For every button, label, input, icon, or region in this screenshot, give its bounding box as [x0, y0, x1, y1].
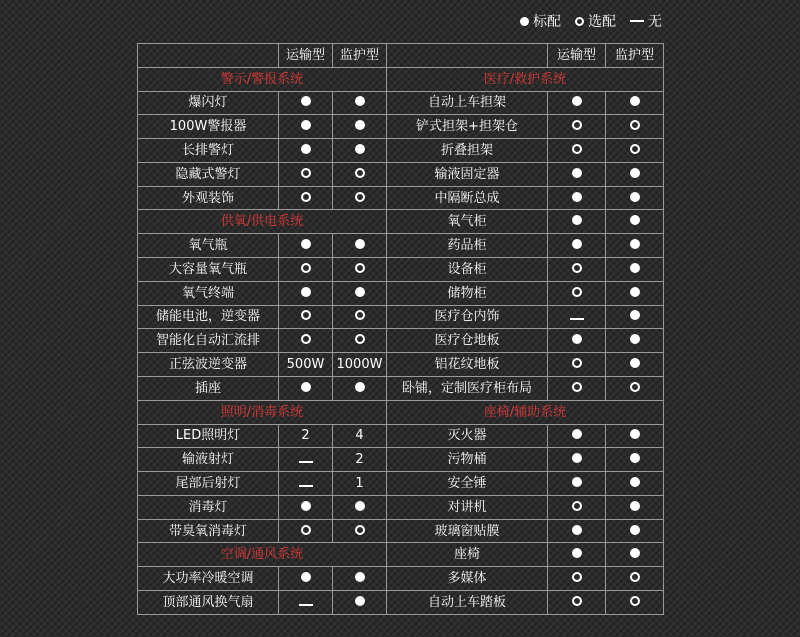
- standard-dot-icon: [355, 572, 365, 582]
- right-monitor-mark: [606, 519, 664, 543]
- left-item-name: 氧气瓶: [138, 234, 279, 258]
- right-item-name: 污物桶: [387, 448, 548, 472]
- standard-dot-icon: [301, 572, 311, 582]
- right-transport-mark: [548, 376, 606, 400]
- left-item-name: 隐藏式警灯: [138, 162, 279, 186]
- none-dash-icon: [570, 318, 584, 320]
- standard-dot-icon: [355, 239, 365, 249]
- left-monitor-mark: [333, 186, 387, 210]
- left-item-name: 插座: [138, 376, 279, 400]
- right-item-name: 灭火器: [387, 424, 548, 448]
- standard-dot-icon: [630, 168, 640, 178]
- right-monitor-mark: [606, 329, 664, 353]
- left-section-title: 照明/消毒系统: [138, 400, 387, 424]
- spec-table: [137, 43, 664, 615]
- table-row: [138, 472, 664, 496]
- table-row: [138, 186, 664, 210]
- optional-circle-icon: [301, 310, 311, 320]
- right-monitor-mark: [606, 258, 664, 282]
- right-monitor-mark: [606, 472, 664, 496]
- optional-circle-icon: [572, 596, 582, 606]
- optional-circle-icon: [630, 382, 640, 392]
- right-monitor-mark: [606, 543, 664, 567]
- left-item-name: 智能化自动汇流排: [138, 329, 279, 353]
- standard-dot-icon: [630, 477, 640, 487]
- right-header-monitor: 监护型: [606, 44, 664, 68]
- optional-circle-icon: [572, 501, 582, 511]
- right-item-name: 储物柜: [387, 281, 548, 305]
- right-transport-mark: [548, 543, 606, 567]
- table-row: [138, 329, 664, 353]
- right-monitor-mark: [606, 424, 664, 448]
- optional-circle-icon: [572, 382, 582, 392]
- table-row: [138, 67, 664, 91]
- standard-dot-icon: [630, 215, 640, 225]
- left-monitor-mark: [333, 519, 387, 543]
- optional-circle-icon: [355, 525, 365, 535]
- left-transport-mark: [279, 305, 333, 329]
- optional-circle-icon: [572, 358, 582, 368]
- table-row: [138, 44, 664, 68]
- left-section-title: 空调/通风系统: [138, 543, 387, 567]
- right-monitor-mark: [606, 448, 664, 472]
- legend: [520, 11, 662, 31]
- left-item-name: 储能电池，逆变器: [138, 305, 279, 329]
- optional-circle-icon: [572, 287, 582, 297]
- left-transport-mark: [279, 495, 333, 519]
- left-item-name: 尾部后射灯: [138, 472, 279, 496]
- right-section-title: 座椅/辅助系统: [387, 400, 664, 424]
- legend-optional: [575, 11, 616, 31]
- standard-dot-icon: [630, 358, 640, 368]
- left-header-monitor: 监护型: [333, 44, 387, 68]
- table-row: [138, 305, 664, 329]
- right-monitor-mark: [606, 162, 664, 186]
- standard-dot-icon: [572, 239, 582, 249]
- left-section-title: 供氧/供电系统: [138, 210, 387, 234]
- dash-icon: [630, 20, 644, 22]
- standard-dot-icon: [301, 120, 311, 130]
- optional-circle-icon: [301, 334, 311, 344]
- right-item-name: 氧气柜: [387, 210, 548, 234]
- right-item-name: 玻璃窗贴膜: [387, 519, 548, 543]
- left-transport-mark: [279, 186, 333, 210]
- left-header-transport: 运输型: [279, 44, 333, 68]
- right-transport-mark: [548, 305, 606, 329]
- standard-dot-icon: [630, 310, 640, 320]
- standard-dot-icon: [572, 192, 582, 202]
- table-row: [138, 519, 664, 543]
- standard-dot-icon: [630, 453, 640, 463]
- left-item-name: 爆闪灯: [138, 91, 279, 115]
- right-item-name: 输液固定器: [387, 162, 548, 186]
- standard-dot-icon: [572, 477, 582, 487]
- standard-dot-icon: [355, 596, 365, 606]
- table-row: [138, 567, 664, 591]
- standard-dot-icon: [630, 548, 640, 558]
- right-item-name: 自动上车踏板: [387, 590, 548, 614]
- standard-dot-icon: [355, 501, 365, 511]
- right-transport-mark: [548, 353, 606, 377]
- table-row: [138, 376, 664, 400]
- standard-dot-icon: [355, 382, 365, 392]
- left-monitor-mark: [333, 495, 387, 519]
- table-row: [138, 281, 664, 305]
- standard-dot-icon: [630, 239, 640, 249]
- right-transport-mark: [548, 329, 606, 353]
- right-transport-mark: [548, 139, 606, 163]
- optional-circle-icon: [355, 168, 365, 178]
- left-transport-mark: [279, 329, 333, 353]
- table-row: [138, 353, 664, 377]
- optional-circle-icon: [301, 192, 311, 202]
- left-monitor-mark: [333, 590, 387, 614]
- right-transport-mark: [548, 186, 606, 210]
- left-transport-mark: [279, 115, 333, 139]
- left-transport-mark: [279, 258, 333, 282]
- legend-none: [630, 11, 662, 31]
- table-row: [138, 448, 664, 472]
- table-row: [138, 424, 664, 448]
- table-row: [138, 400, 664, 424]
- table-row: [138, 91, 664, 115]
- standard-dot-icon: [301, 501, 311, 511]
- left-transport-mark: [279, 519, 333, 543]
- left-monitor-mark: [333, 162, 387, 186]
- optional-circle-icon: [572, 120, 582, 130]
- right-item-name: 铲式担架+担架仓: [387, 115, 548, 139]
- legend-standard-label: 标配: [533, 14, 561, 30]
- optional-circle-icon: [572, 572, 582, 582]
- standard-dot-icon: [572, 453, 582, 463]
- optional-circle-icon: [572, 144, 582, 154]
- optional-circle-icon: [630, 120, 640, 130]
- left-monitor-mark: [333, 329, 387, 353]
- left-transport-mark: [279, 590, 333, 614]
- left-transport-mark: [279, 91, 333, 115]
- optional-circle-icon: [630, 572, 640, 582]
- right-monitor-mark: [606, 495, 664, 519]
- right-item-name: 医疗仓内饰: [387, 305, 548, 329]
- hollow-circle-icon: [575, 17, 584, 26]
- left-transport-mark: [279, 234, 333, 258]
- left-monitor-mark: [333, 91, 387, 115]
- right-transport-mark: [548, 448, 606, 472]
- right-item-name: 设备柜: [387, 258, 548, 282]
- right-item-name: 安全锤: [387, 472, 548, 496]
- right-monitor-mark: [606, 590, 664, 614]
- right-transport-mark: [548, 115, 606, 139]
- standard-dot-icon: [572, 548, 582, 558]
- right-transport-mark: [548, 472, 606, 496]
- right-monitor-mark: [606, 139, 664, 163]
- left-monitor-mark: [333, 567, 387, 591]
- standard-dot-icon: [630, 501, 640, 511]
- table-row: [138, 495, 664, 519]
- table-row: [138, 543, 664, 567]
- left-monitor-mark: 4: [333, 424, 387, 448]
- left-transport-mark: [279, 567, 333, 591]
- left-transport-mark: [279, 448, 333, 472]
- left-monitor-mark: [333, 115, 387, 139]
- right-transport-mark: [548, 424, 606, 448]
- standard-dot-icon: [572, 215, 582, 225]
- right-transport-mark: [548, 495, 606, 519]
- optional-circle-icon: [355, 310, 365, 320]
- right-item-name: 医疗仓地板: [387, 329, 548, 353]
- standard-dot-icon: [630, 334, 640, 344]
- right-item-name: 对讲机: [387, 495, 548, 519]
- right-monitor-mark: [606, 376, 664, 400]
- optional-circle-icon: [355, 334, 365, 344]
- right-transport-mark: [548, 590, 606, 614]
- right-item-name: 卧铺，定制医疗柜布局: [387, 376, 548, 400]
- left-monitor-mark: [333, 234, 387, 258]
- table-row: [138, 258, 664, 282]
- table-row: [138, 590, 664, 614]
- right-transport-mark: [548, 162, 606, 186]
- right-monitor-mark: [606, 567, 664, 591]
- left-item-name: 外观装饰: [138, 186, 279, 210]
- right-monitor-mark: [606, 234, 664, 258]
- right-transport-mark: [548, 210, 606, 234]
- left-transport-mark: [279, 139, 333, 163]
- optional-circle-icon: [572, 263, 582, 273]
- right-item-name: 多媒体: [387, 567, 548, 591]
- standard-dot-icon: [355, 144, 365, 154]
- legend-standard: [520, 11, 561, 31]
- optional-circle-icon: [355, 192, 365, 202]
- left-item-name: 输液射灯: [138, 448, 279, 472]
- table-row: [138, 210, 664, 234]
- right-monitor-mark: [606, 115, 664, 139]
- left-item-name: 消毒灯: [138, 495, 279, 519]
- right-header-blank: [387, 44, 548, 68]
- table-row: [138, 139, 664, 163]
- right-item-name: 座椅: [387, 543, 548, 567]
- legend-optional-label: 选配: [588, 14, 616, 30]
- right-monitor-mark: [606, 186, 664, 210]
- table-row: [138, 115, 664, 139]
- left-item-name: 大容量氧气瓶: [138, 258, 279, 282]
- standard-dot-icon: [355, 96, 365, 106]
- right-transport-mark: [548, 281, 606, 305]
- left-section-title: 警示/警报系统: [138, 67, 387, 91]
- left-transport-mark: 500W: [279, 353, 333, 377]
- left-item-name: 长排警灯: [138, 139, 279, 163]
- right-monitor-mark: [606, 91, 664, 115]
- right-transport-mark: [548, 91, 606, 115]
- left-transport-mark: 2: [279, 424, 333, 448]
- left-item-name: 正弦波逆变器: [138, 353, 279, 377]
- standard-dot-icon: [630, 429, 640, 439]
- left-transport-mark: [279, 162, 333, 186]
- right-monitor-mark: [606, 281, 664, 305]
- standard-dot-icon: [301, 144, 311, 154]
- right-section-title: 医疗/救护系统: [387, 67, 664, 91]
- filled-dot-icon: [520, 17, 529, 26]
- optional-circle-icon: [630, 596, 640, 606]
- right-header-transport: 运输型: [548, 44, 606, 68]
- left-transport-mark: [279, 281, 333, 305]
- standard-dot-icon: [301, 287, 311, 297]
- right-transport-mark: [548, 567, 606, 591]
- optional-circle-icon: [630, 144, 640, 154]
- right-item-name: 铝花纹地板: [387, 353, 548, 377]
- table-row: [138, 162, 664, 186]
- left-transport-mark: [279, 472, 333, 496]
- none-dash-icon: [299, 604, 313, 606]
- standard-dot-icon: [355, 287, 365, 297]
- standard-dot-icon: [301, 239, 311, 249]
- right-monitor-mark: [606, 305, 664, 329]
- right-monitor-mark: [606, 210, 664, 234]
- optional-circle-icon: [301, 168, 311, 178]
- left-monitor-mark: 1000W: [333, 353, 387, 377]
- left-monitor-mark: [333, 281, 387, 305]
- right-item-name: 中隔断总成: [387, 186, 548, 210]
- optional-circle-icon: [355, 263, 365, 273]
- right-monitor-mark: [606, 353, 664, 377]
- right-item-name: 自动上车担架: [387, 91, 548, 115]
- standard-dot-icon: [630, 192, 640, 202]
- standard-dot-icon: [301, 382, 311, 392]
- standard-dot-icon: [572, 429, 582, 439]
- right-item-name: 折叠担架: [387, 139, 548, 163]
- none-dash-icon: [299, 461, 313, 463]
- table-row: [138, 234, 664, 258]
- right-transport-mark: [548, 234, 606, 258]
- optional-circle-icon: [301, 525, 311, 535]
- legend-none-label: 无: [648, 14, 662, 30]
- left-item-name: 大功率冷暖空调: [138, 567, 279, 591]
- standard-dot-icon: [630, 96, 640, 106]
- left-header-blank: [138, 44, 279, 68]
- right-transport-mark: [548, 519, 606, 543]
- standard-dot-icon: [301, 96, 311, 106]
- left-item-name: 100W警报器: [138, 115, 279, 139]
- left-item-name: 氧气终端: [138, 281, 279, 305]
- none-dash-icon: [299, 485, 313, 487]
- standard-dot-icon: [630, 287, 640, 297]
- left-item-name: 顶部通风换气扇: [138, 590, 279, 614]
- left-monitor-mark: [333, 139, 387, 163]
- optional-circle-icon: [301, 263, 311, 273]
- right-transport-mark: [548, 258, 606, 282]
- standard-dot-icon: [630, 263, 640, 273]
- standard-dot-icon: [572, 334, 582, 344]
- left-monitor-mark: [333, 305, 387, 329]
- left-monitor-mark: [333, 258, 387, 282]
- left-monitor-mark: 2: [333, 448, 387, 472]
- standard-dot-icon: [630, 525, 640, 535]
- standard-dot-icon: [572, 525, 582, 535]
- left-monitor-mark: 1: [333, 472, 387, 496]
- standard-dot-icon: [355, 120, 365, 130]
- standard-dot-icon: [572, 168, 582, 178]
- standard-dot-icon: [572, 96, 582, 106]
- left-item-name: LED照明灯: [138, 424, 279, 448]
- left-item-name: 带臭氧消毒灯: [138, 519, 279, 543]
- left-transport-mark: [279, 376, 333, 400]
- spec-table-body: [138, 44, 664, 615]
- left-monitor-mark: [333, 376, 387, 400]
- right-item-name: 药品柜: [387, 234, 548, 258]
